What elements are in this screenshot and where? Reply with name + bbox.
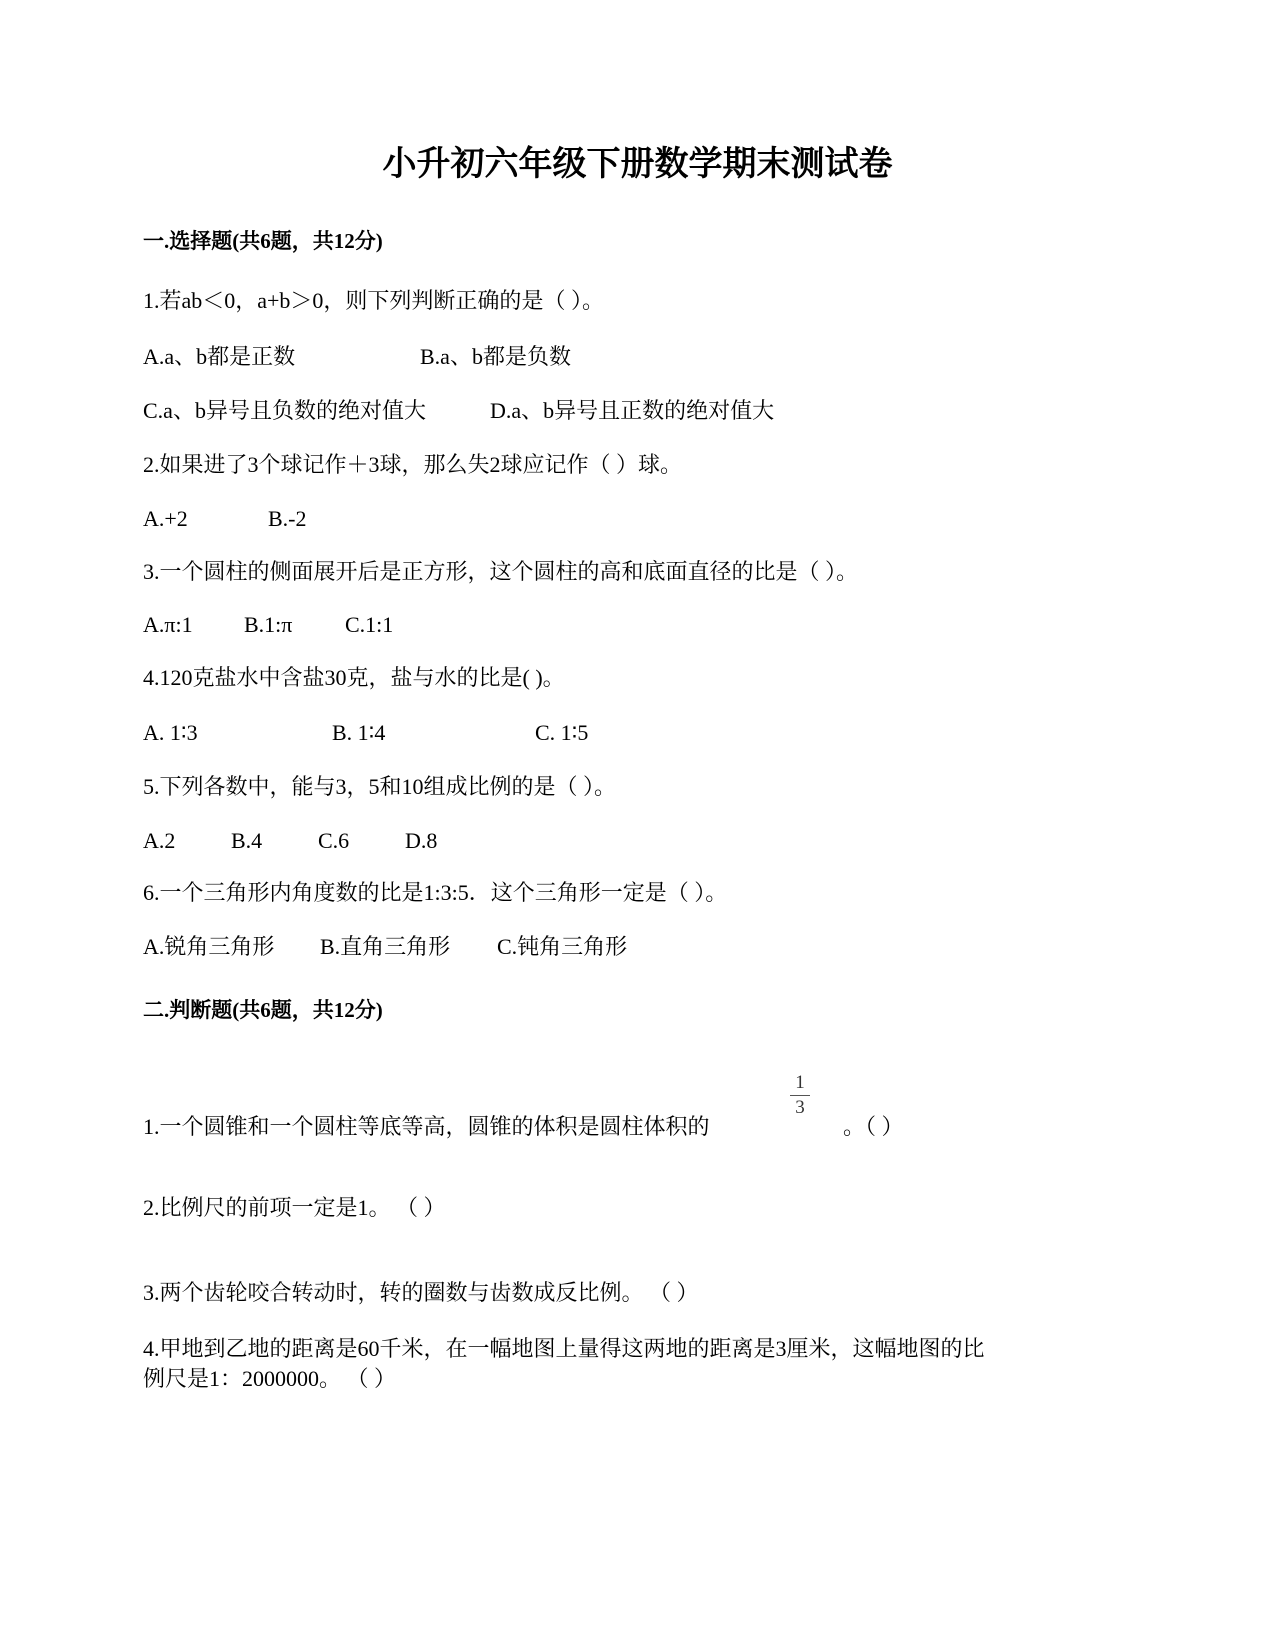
option: C.a、b异号且负数的绝对值大 [143, 398, 426, 423]
option: A.a、b都是正数 [143, 344, 296, 369]
option: A.π:1 [143, 612, 193, 637]
section-heading: 二.判断题(共6题，共12分) [143, 998, 383, 1022]
question-stem: 4.甲地到乙地的距离是60千米，在一幅地图上量得这两地的距离是3厘米，这幅地图的比 [143, 1336, 985, 1361]
option: B.直角三角形 [320, 934, 451, 959]
option: C.6 [318, 828, 350, 853]
option: A. 1∶3 [143, 720, 198, 745]
fraction-numerator: 1 [795, 1072, 805, 1093]
question-stem: 4.120克盐水中含盐30克，盐与水的比是( )。 [143, 665, 565, 690]
question-stem: 3.一个圆柱的侧面展开后是正方形，这个圆柱的高和底面直径的比是（ ）。 [143, 559, 859, 584]
option: A.2 [143, 828, 176, 853]
question-stem: 1.若ab＜0，a+b＞0，则下列判断正确的是（ ）。 [143, 288, 604, 313]
option: C. 1∶5 [535, 720, 589, 745]
option: A.+2 [143, 506, 188, 531]
option: D.a、b异号且正数的绝对值大 [490, 398, 775, 423]
option: C.钝角三角形 [497, 934, 628, 959]
question-stem: 1.一个圆锥和一个圆柱等底等高，圆锥的体积是圆柱体积的 [143, 1114, 710, 1139]
question-stem-continued: 例尺是1：2000000。 （ ） [143, 1366, 397, 1391]
page-title: 小升初六年级下册数学期末测试卷 [382, 146, 893, 183]
question-stem: 2.如果进了3个球记作＋3球，那么失2球应记作（ ）球。 [143, 452, 683, 477]
option: B.1:π [244, 612, 293, 637]
fraction [790, 1072, 810, 1119]
fraction-bar [790, 1095, 810, 1096]
option: A.锐角三角形 [143, 934, 275, 959]
question-stem: 5.下列各数中，能与3，5和10组成比例的是（ ）。 [143, 774, 617, 799]
question-stem: 3.两个齿轮咬合转动时，转的圈数与齿数成反比例。 （ ） [143, 1280, 699, 1305]
option: D.8 [405, 828, 438, 853]
question-stem: 2.比例尺的前项一定是1。 （ ） [143, 1195, 446, 1220]
fraction-denominator: 3 [795, 1097, 805, 1118]
option: C.1:1 [345, 612, 394, 637]
option: B.a、b都是负数 [420, 344, 571, 369]
option: B. 1∶4 [332, 720, 386, 745]
question-tail: 。（ ） [843, 1114, 904, 1139]
section-heading: 一.选择题(共6题，共12分) [143, 229, 383, 253]
option: B.4 [231, 828, 263, 853]
question-stem: 6.一个三角形内角度数的比是1:3:5．这个三角形一定是（ ）。 [143, 880, 728, 905]
option: B.-2 [268, 506, 307, 531]
